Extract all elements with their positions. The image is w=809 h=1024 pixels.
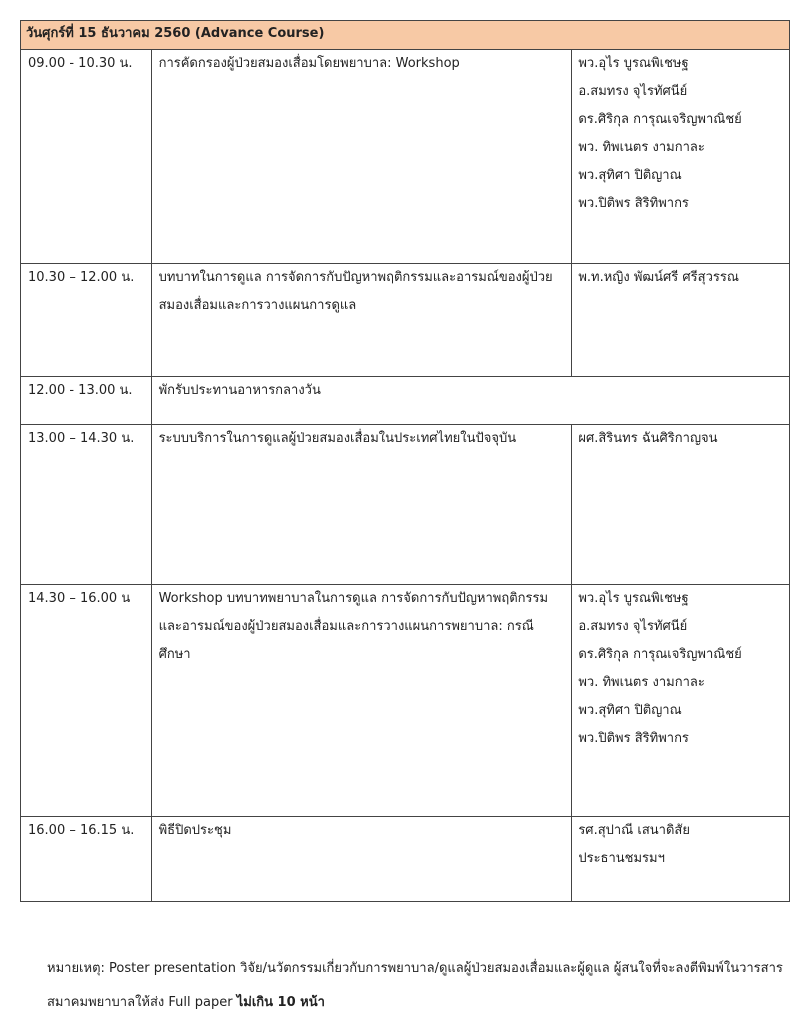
footnote-text: หมายเหตุ: Poster presentation วิจัย/นวัตกรรมเกี่ยวกับการพยาบาล/ดูแลผู้ป่วยสมองเสื่อมและผู้ดูแล ผู้สนใจที่จะลงตีพิมพ์ในวารสารสมาคมพยาบาลให้ส่ง Full paper bbox=[47, 961, 783, 1010]
topic-cell: บทบาทในการดูแล การจัดการกับปัญหาพฤติกรรมและอารมณ์ของผู้ป่วยสมองเสื่อมและการวางแผนการดูแล bbox=[151, 264, 572, 377]
topic-cell: ระบบบริการในการดูแลผู้ป่วยสมองเสื่อมในประเทศไทยในปัจจุบัน bbox=[151, 425, 572, 585]
footnote bbox=[47, 952, 787, 1020]
speaker-name: ประธานชมรมฯ bbox=[578, 851, 665, 866]
speaker-cell bbox=[572, 425, 790, 585]
speaker-name: พว.อุไร บูรณพิเชษฐ bbox=[578, 591, 689, 606]
day-header: วันศุกร์ที่ 15 ธันวาคม 2560 (Advance Course) bbox=[21, 21, 790, 50]
schedule-header-row bbox=[21, 21, 790, 50]
time-cell: 12.00 - 13.00 น. bbox=[21, 377, 152, 425]
table-row bbox=[21, 377, 790, 425]
time-cell: 13.00 – 14.30 น. bbox=[21, 425, 152, 585]
speaker-name: พว.ปิติพร สิริทิพากร bbox=[578, 731, 689, 746]
speaker-name: ดร.ศิริกุล การุณเจริญพาณิชย์ bbox=[578, 647, 742, 662]
speaker-cell bbox=[572, 264, 790, 377]
table-row bbox=[21, 817, 790, 902]
speaker-name: พว. ทิพเนตร งามกาละ bbox=[578, 140, 705, 155]
time-cell: 09.00 - 10.30 น. bbox=[21, 50, 152, 264]
speaker-name: พว.สุทิศา ปิติญาณ bbox=[578, 703, 682, 718]
speaker-cell bbox=[572, 817, 790, 902]
time-cell: 14.30 – 16.00 น bbox=[21, 585, 152, 817]
speaker-name: พว. ทิพเนตร งามกาละ bbox=[578, 675, 705, 690]
speaker-name: อ.สมทรง จุไรทัศนีย์ bbox=[578, 84, 688, 99]
time-cell: 10.30 – 12.00 น. bbox=[21, 264, 152, 377]
speaker-name: พว.สุทิศา ปิติญาณ bbox=[578, 168, 682, 183]
time-cell: 16.00 – 16.15 น. bbox=[21, 817, 152, 902]
topic-cell: พิธีปิดประชุม bbox=[151, 817, 572, 902]
table-row bbox=[21, 425, 790, 585]
speaker-name: พว.อุไร บูรณพิเชษฐ bbox=[578, 56, 689, 71]
speaker-name: พว.ปิติพร สิริทิพากร bbox=[578, 196, 689, 211]
speaker-name: พ.ท.หญิง พัฒน์ศรี ศรีสุวรรณ bbox=[578, 270, 739, 285]
topic-cell: พักรับประทานอาหารกลางวัน bbox=[151, 377, 789, 425]
speaker-cell bbox=[572, 50, 790, 264]
speaker-name: ดร.ศิริกุล การุณเจริญพาณิชย์ bbox=[578, 112, 742, 127]
speaker-name: รศ.สุปาณี เสนาดิสัย bbox=[578, 823, 690, 838]
topic-cell: Workshop บทบาทพยาบาลในการดูแล การจัดการกับปัญหาพฤติกรรมและอารมณ์ของผู้ป่วยสมองเสื่อมและการวางแผนการพยาบาล: กรณีศึกษา bbox=[151, 585, 572, 817]
speaker-name: ผศ.สิรินทร ฉันศิริกาญจน bbox=[578, 431, 718, 446]
footnote-emphasis: ไม่เกิน 10 หน้า bbox=[236, 995, 325, 1010]
table-row bbox=[21, 50, 790, 264]
table-row bbox=[21, 264, 790, 377]
table-row bbox=[21, 585, 790, 817]
schedule-table bbox=[20, 20, 790, 902]
speaker-cell bbox=[572, 585, 790, 817]
speaker-name: อ.สมทรง จุไรทัศนีย์ bbox=[578, 619, 688, 634]
topic-cell: การคัดกรองผู้ป่วยสมองเสื่อมโดยพยาบาล: Workshop bbox=[151, 50, 572, 264]
